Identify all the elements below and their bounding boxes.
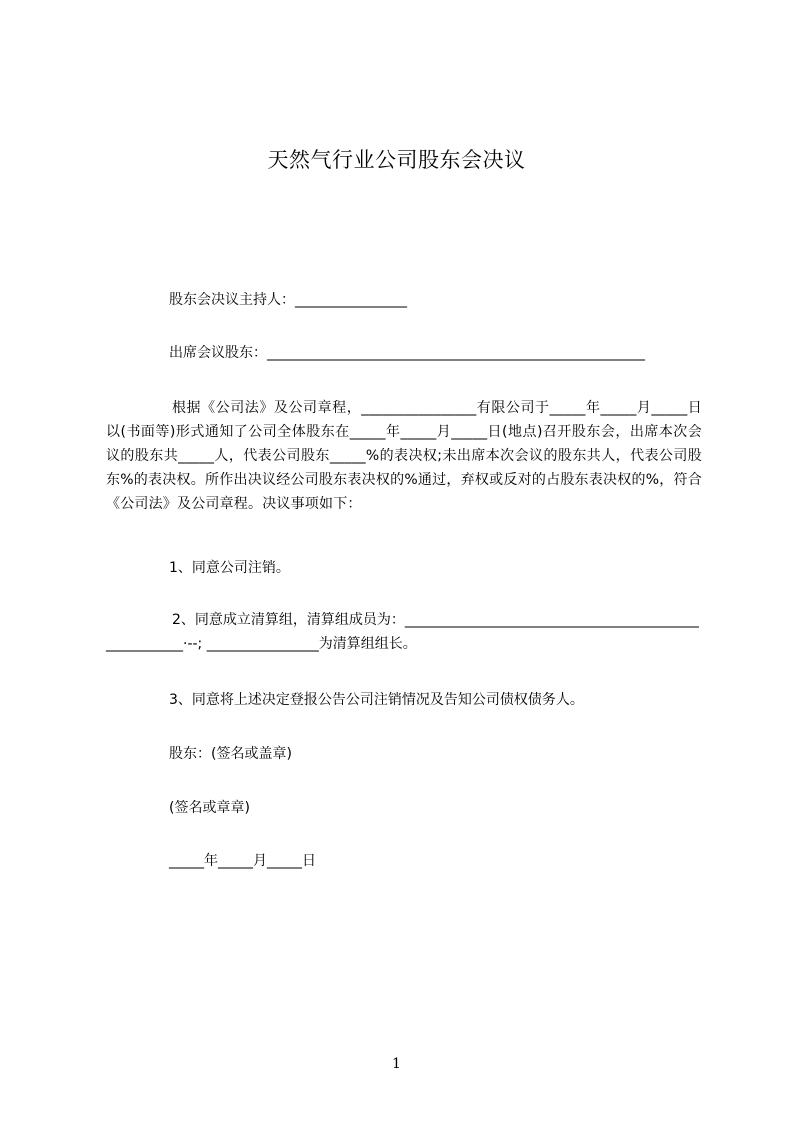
item-1: 1、同意公司注销。 [169,560,290,576]
date-line: _____年_____月_____日 [169,853,316,869]
attendees-line: 出席会议股东：______________________________________________________ [169,345,645,361]
item-3: 3、同意将上述决定登报公告公司注销情况及告知公司债权债务人。 [169,692,584,708]
document-title: 天然气行业公司股东会决议 [267,148,526,172]
host-line: 股东会决议主持人：________________ [169,292,407,308]
shareholder-signature: 股东：(签名或盖章) [169,746,292,762]
sign-or-seal: (签名或章章) [169,800,250,816]
body-paragraph: 根据《公司法》及公司章程，________________有限公司于_____年_____月_____日以(书面等)形式通知了公司全体股东在_____年_____月_____日(地点)召开股东会，出席本次会议的股东共_____人，代表公司股东_____%的表决权;未出席本次会议的股东共人，代表公司股东%的表决权。所作出决议经公司股东表决权的%通过，弃权或反对的占股东表决权的%，符合《公司法》及公司章程。决议事项如下： [106,400,702,512]
page-number: 1 [392,1056,401,1072]
item-2: 2、同意成立清算组，清算组成员为：_____________________________________________________·--; ________________为清算组组长。 [106,612,699,652]
